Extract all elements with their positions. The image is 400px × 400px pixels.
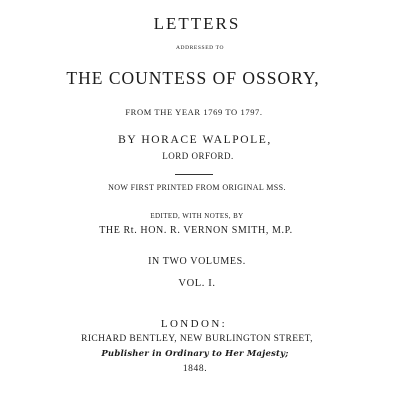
book-title-letters: LETTERS: [153, 14, 241, 33]
publisher-role-line: Publisher in Ordinary to Her Majesty;: [101, 349, 289, 359]
publication-year-line: 1848.: [182, 364, 208, 374]
recipient-line: THE COUNTESS OF OSSORY,: [66, 68, 320, 88]
divider-rule: [175, 174, 213, 175]
first-printed-line: NOW FIRST PRINTED FROM ORIGINAL MSS.: [108, 183, 286, 192]
author-line: BY HORACE WALPOLE,: [118, 134, 272, 146]
city-line: LONDON:: [160, 318, 228, 330]
edited-with-notes-line: EDITED, WITH NOTES, BY: [150, 212, 244, 220]
volume-number-line: VOL. I.: [178, 278, 216, 289]
addressed-to-line: ADDRESSED TO: [175, 45, 225, 51]
publisher-line: RICHARD BENTLEY, NEW BURLINGTON STREET,: [81, 334, 313, 344]
volumes-line: IN TWO VOLUMES.: [148, 256, 246, 267]
editor-line: THE Rt. HON. R. VERNON SMITH, M.P.: [99, 225, 293, 236]
author-title-line: LORD ORFORD.: [162, 151, 234, 161]
date-range-line: FROM THE YEAR 1769 TO 1797.: [125, 107, 263, 117]
